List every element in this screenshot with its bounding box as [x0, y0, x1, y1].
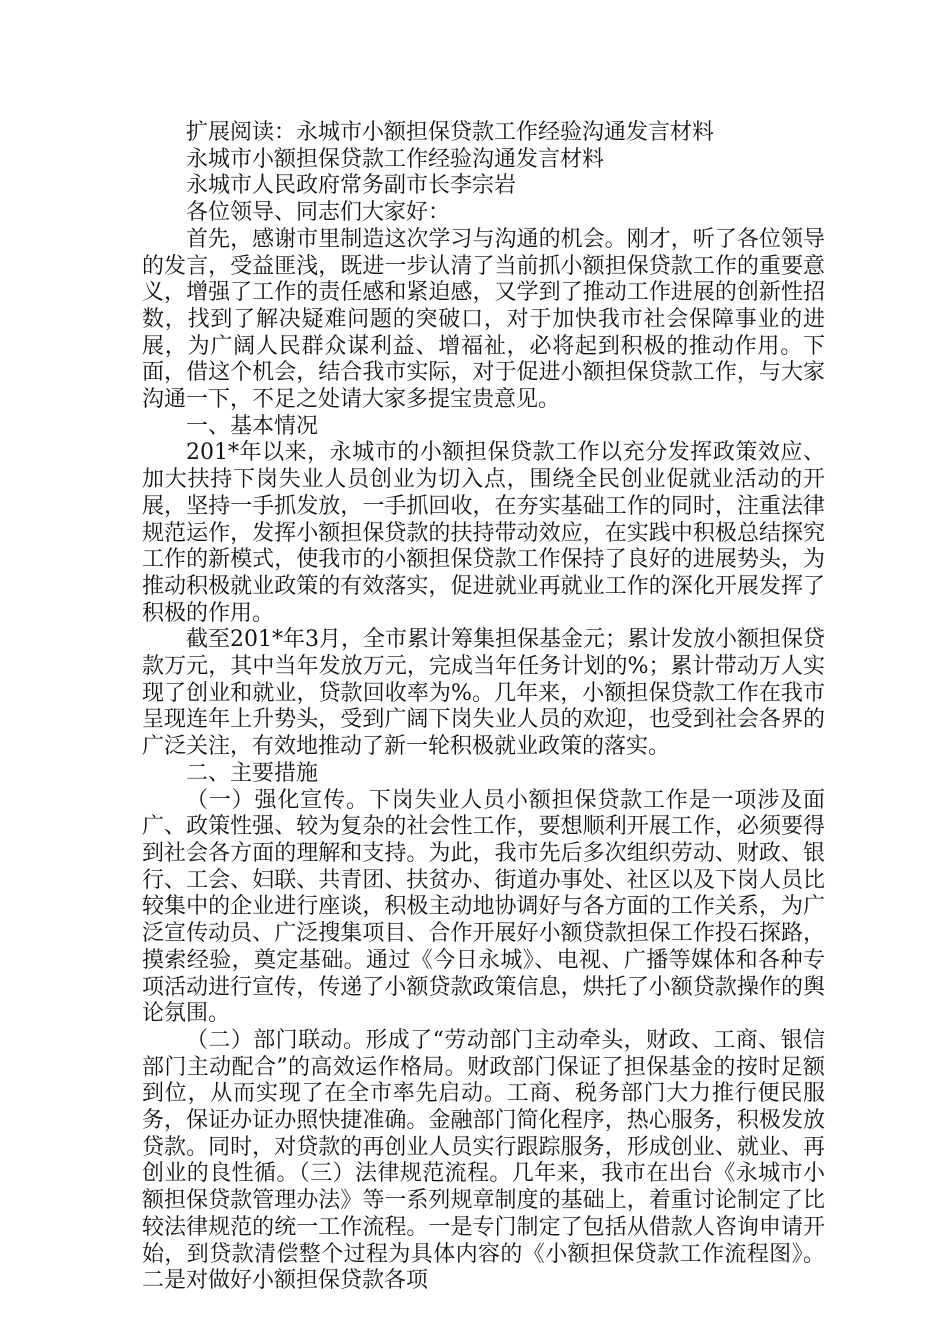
paragraph-publicity: （一）强化宣传。下岗失业人员小额担保贷款工作是一项涉及面广、政策性强、较为复杂的社会性工作，要想顺利开展工作，必须要得到社会各方面的理解和支持。为此，我市先后多次组织劳动、财政、银行、工会、妇联、共青团、扶贫办、街道办事处、社区以及下岗人员比较集中的企业进行座谈，积极主动地协调好与各方面的工作关系，为广泛宣传动员、广泛搜集项目、合作开展好小额贷款担保工作投石探路，摸索经验，奠定基础。通过《今日永城》、电视、广播等媒体和各种专项活动进行宣传，传递了小额贷款政策信息，烘托了小额贷款操作的舆论氛围。	[142, 787, 825, 1027]
paragraph-basic-situation: 201*年以来，永城市的小额担保贷款工作以充分发挥政策效应、加大扶持下岗失业人员创业为切入点，围绕全民创业促就业活动的开展，坚持一手抓发放，一手抓回收，在夯实基础工作的同时，注重法律规范运作，发挥小额担保贷款的扶持带动效应，在实践中积极总结探究工作的新模式，使我市的小额担保贷款工作保持了良好的进展势头，为推动积极就业政策的有效落实，促进就业再就业工作的深化开展发挥了积极的作用。	[142, 440, 825, 626]
salutation: 各位领导、同志们大家好：	[186, 200, 451, 226]
paragraph-statistics: 截至201*年3月，全市累计筹集担保基金元；累计发放小额担保贷款万元，其中当年发放万元，完成当年任务计划的%；累计带动万人实现了创业和就业，贷款回收率为%。几年来，小额担保贷款工作在我市呈现连年上升势头，受到广阔下岗失业人员的欢迎，也受到社会各界的广泛关注，有效地推动了新一轮积极就业政策的落实。	[142, 627, 825, 760]
paragraph-intro: 首先，感谢市里制造这次学习与沟通的机会。刚才，听了各位领导的发言，受益匪浅，既进一步认清了当前抓小额担保贷款工作的重要意义，增强了工作的责任感和紧迫感，又学到了推动工作进展的创新性招数，找到了解决疑难问题的突破口，对于加快我市社会保障事业的进展，为广阔人民群众谋利益、增福祉，必将起到积极的推动作用。下面，借这个机会，结合我市实际，对于促进小额担保贷款工作，与大家沟通一下，不足之处请大家多提宝贵意见。	[142, 226, 825, 413]
heading-extended-reading: 扩展阅读：永城市小额担保贷款工作经验沟通发言材料	[186, 120, 715, 145]
section-heading-basic-situation: 一、基本情况	[186, 413, 319, 439]
document-body	[142, 120, 825, 1295]
paragraph-department-linkage: （二）部门联动。形成了“劳动部门主动牵头，财政、工商、银信部门主动配合”的高效运作格局。财政部门保证了担保基金的按时足额到位，从而实现了在全市率先启动。工商、税务部门大力推行便民服务，保证办证办照快捷准确。金融部门简化程序，热心服务，积极发放贷款。同时，对贷款的再创业人员实行跟踪服务，形成创业、就业、再创业的良性循。（三）法律规范流程。几年来，我市在出台《永城市小额担保贷款管理办法》等一系列规章制度的基础上，着重讨论制定了比较法律规范的统一工作流程。一是专门制定了包括从借款人咨询申请开始，到贷款清偿整个过程为具体内容的《小额担保贷款工作流程图》。二是对做好小额担保贷款各项	[142, 1027, 825, 1294]
section-heading-main-measures: 二、主要措施	[186, 760, 319, 786]
author-line: 永城市人民政府常务副市长李宗岩	[186, 173, 517, 199]
document-title: 永城市小额担保贷款工作经验沟通发言材料	[186, 146, 605, 172]
